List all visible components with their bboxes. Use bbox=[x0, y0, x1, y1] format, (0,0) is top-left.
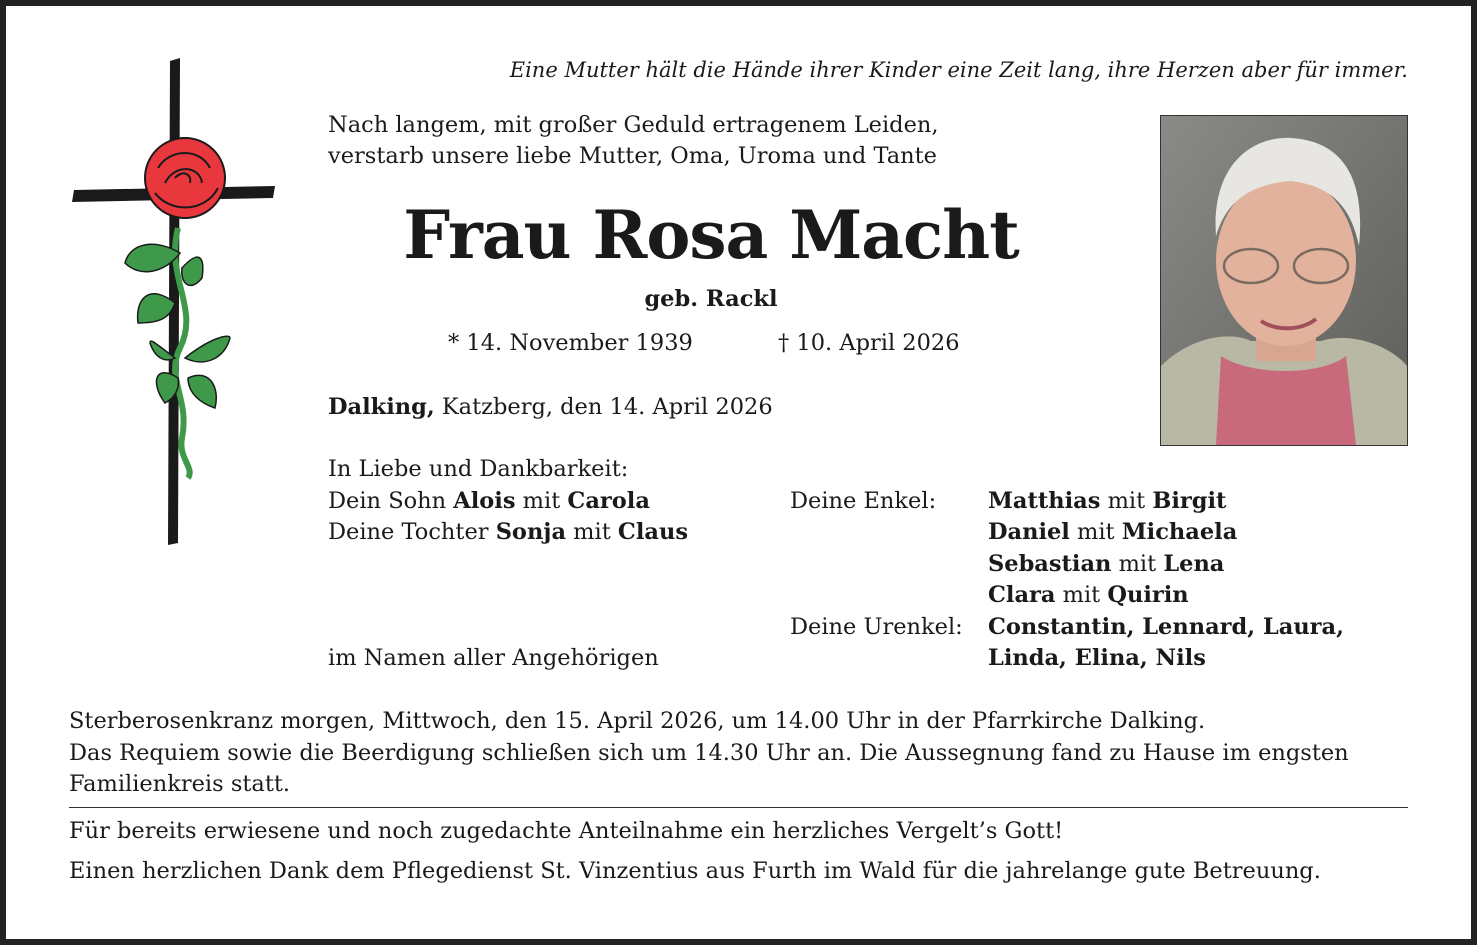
grandchild-entry bbox=[988, 580, 1189, 612]
partner: Michaela bbox=[1121, 519, 1238, 545]
mourners-heading: In Liebe und Dankbarkeit: bbox=[328, 456, 629, 482]
thanks-line: Einen herzlichen Dank dem Pflegedienst St. Vinzentius aus Furth im Wald für die jahrelange gute Betreuung. bbox=[69, 858, 1321, 884]
service-line: Das Requiem sowie die Beerdigung schließen sich um 14.30 Uhr an. Die Aussegnung fand zu Hause im engsten bbox=[69, 740, 1349, 766]
name: Matthias bbox=[988, 488, 1101, 514]
partner: Quirin bbox=[1107, 582, 1189, 608]
name: Daniel bbox=[988, 519, 1070, 545]
grandchild-entry bbox=[988, 486, 1226, 518]
grandchildren-label: Deine Enkel: bbox=[790, 488, 937, 514]
birth-date: * 14. November 1939 bbox=[448, 330, 693, 356]
name: Alois bbox=[453, 488, 516, 514]
mit: mit bbox=[1111, 551, 1164, 577]
partner: Birgit bbox=[1152, 488, 1227, 514]
intro-line: Nach langem, mit großer Geduld ertragenem Leiden, bbox=[328, 112, 939, 138]
great-grandchildren: Linda, Elina, Nils bbox=[988, 645, 1206, 671]
intro-line: verstarb unsere liebe Mutter, Oma, Uroma und Tante bbox=[328, 143, 937, 169]
name: Clara bbox=[988, 582, 1056, 608]
thanks-line: Für bereits erwiesene und noch zugedachte Anteilnahme ein herzliches Vergelt’s Gott! bbox=[69, 818, 1064, 844]
death-date: † 10. April 2026 bbox=[778, 330, 960, 356]
portrait-photo bbox=[1160, 115, 1408, 446]
mit: mit bbox=[566, 519, 618, 545]
mit: mit bbox=[515, 488, 568, 514]
place-date bbox=[328, 392, 773, 424]
place: Dalking, bbox=[328, 394, 435, 420]
maiden-name: geb. Rackl bbox=[644, 286, 778, 312]
label: Dein Sohn bbox=[328, 488, 454, 514]
divider bbox=[69, 807, 1408, 808]
service-line: Familienkreis statt. bbox=[69, 771, 291, 797]
partner: Carola bbox=[567, 488, 650, 514]
grandchild-entry bbox=[988, 517, 1237, 549]
mit: mit bbox=[1055, 582, 1108, 608]
grandchild-entry bbox=[988, 549, 1224, 581]
closing-line: im Namen aller Angehörigen bbox=[328, 645, 659, 671]
deceased-name: Frau Rosa Macht bbox=[403, 196, 1019, 274]
name: Sebastian bbox=[988, 551, 1112, 577]
mit: mit bbox=[1069, 519, 1122, 545]
great-grandchildren-label: Deine Urenkel: bbox=[790, 614, 963, 640]
quote: Eine Mutter hält die Hände ihrer Kinder eine Zeit lang, ihre Herzen aber für immer. bbox=[509, 58, 1408, 82]
name: Sonja bbox=[495, 519, 567, 545]
service-line: Sterberosenkranz morgen, Mittwoch, den 15. April 2026, um 14.00 Uhr in der Pfarrkirche Dalking. bbox=[69, 708, 1206, 734]
mit: mit bbox=[1100, 488, 1153, 514]
mourner-son bbox=[328, 486, 650, 518]
partner: Lena bbox=[1163, 551, 1225, 577]
date: Katzberg, den 14. April 2026 bbox=[434, 394, 773, 420]
great-grandchildren: Constantin, Lennard, Laura, bbox=[988, 614, 1344, 640]
mourner-daughter bbox=[328, 517, 688, 549]
label: Deine Tochter bbox=[328, 519, 496, 545]
partner: Claus bbox=[617, 519, 688, 545]
